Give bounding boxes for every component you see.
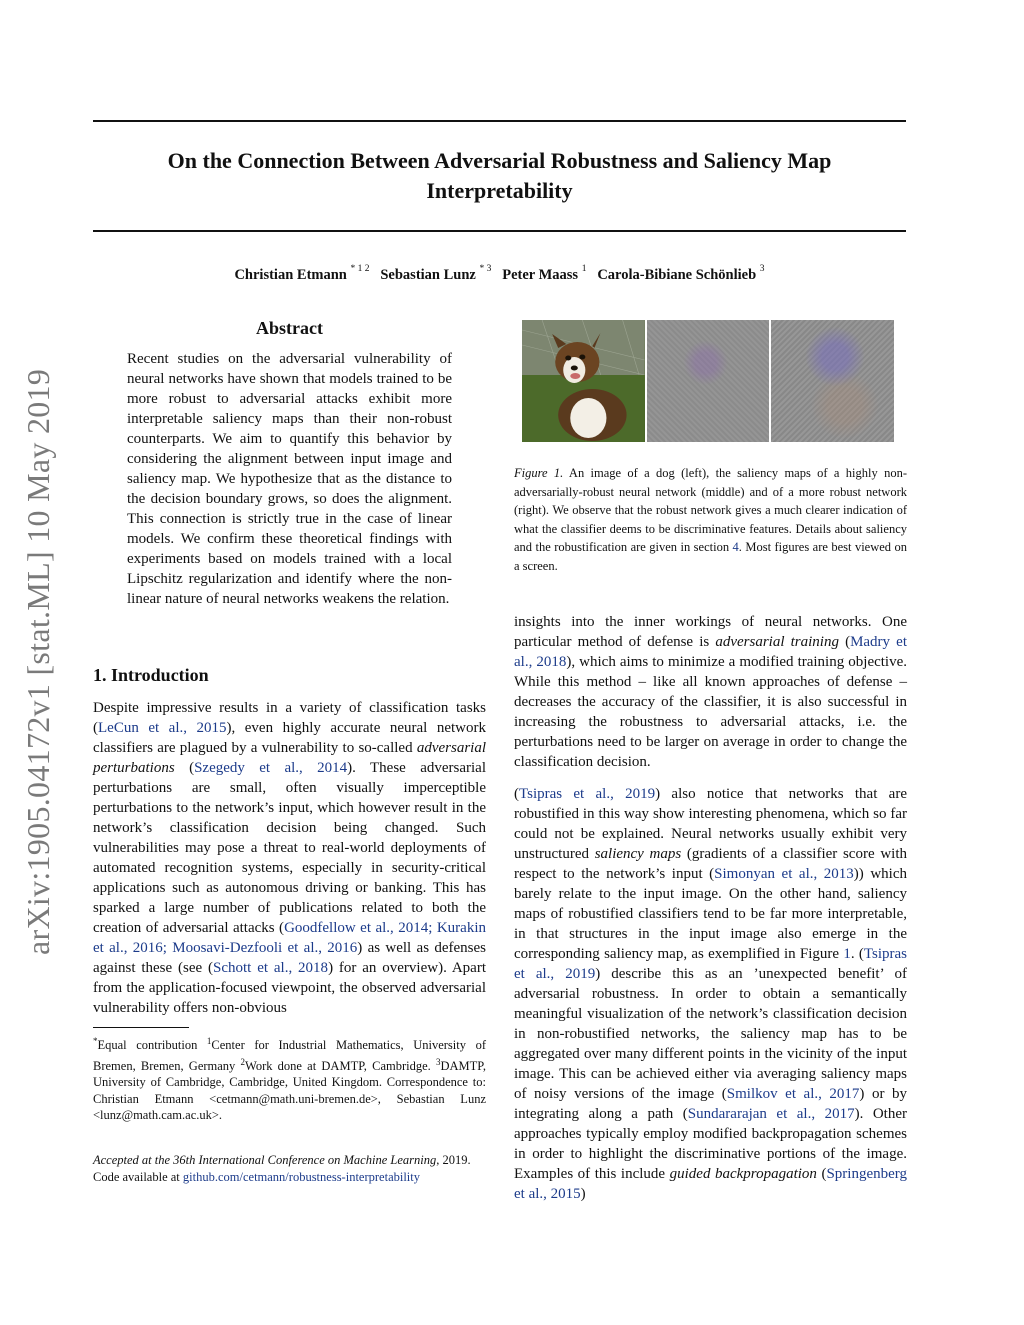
figure-ref-link[interactable]: 1: [843, 946, 851, 962]
abstract-text: Recent studies on the adversarial vulnerability of neural networks have shown that models trained to be more robust to adversarial attacks exhibit more interpretable saliency maps than their non-robust counterparts. We aim to quantify this behavior by considering the alignment between input image and saliency map. We hypothesize that as the distance to the decision boundary grows, so does the alignment. This connection is strictly true in the case of linear models. We confirm these theoretical findings with experiments based on models trained with a local Lipschitz regularization and identify where the non-linear nature of neural networks weakens the relation.: [127, 351, 452, 607]
introduction-paragraph: Despite impressive results in a variety of classification tasks (LeCun et al., 2015), even highly accurate neural network classifiers are plagued by a vulnerability to so-called adversarial perturbations (Szegedy et al., 2014). These adversarial perturbations are small, often visually imperceptible perturbations to the network’s input, which however result in the network’s classification decision being changed. Such vulnerabilities may pose a threat to real-world deployments of automated recognition systems, especially in security-critical applications such as autonomous driving or banking. This has sparked a large number of publications related to both the creation of adversarial attacks (Goodfellow et al., 2014; Kurakin et al., 2016; Moosavi-Dezfooli et al., 2016) as well as defenses against these (see (Schott et al., 2018) for an overview). Apart from the application-focused viewpoint, the observed adversarial vulnerability offers non-obvious: [93, 700, 487, 1016]
affiliation-footnote: *Equal contribution $^1$Center for Industrial Mathematics, University of Bremen, Bremen, Germany $^2$Work done at DAMTP, Cambridge. $^3$DAMTP, University of Cambridge, Cambridge, United Kingdom. Correspondence to: Christian Etmann <cetmann@math.uni-bremen.de>, Sebastian Lunz <lunz@math.cam.ac.uk>.: [93, 1036, 486, 1123]
author-name: Sebastian Lunz: [380, 266, 476, 283]
citation-link[interactable]: Goodfellow et al., 2014; Kurakin et al., 2016; Moosavi-Dezfooli et al., 2016: [93, 920, 487, 956]
author-list: [93, 266, 906, 284]
citation-link[interactable]: Madry et al., 2018: [514, 634, 907, 670]
citation-link[interactable]: Tsipras et al., 2019: [514, 946, 907, 982]
footnote-rule: [93, 1027, 189, 1028]
right-column-text: [514, 612, 907, 1204]
dog-photo: [522, 320, 645, 442]
paragraph: insights into the inner workings of neural networks. One particular method of defense is adversarial training (Madry et al., 2018), which aims to minimize a modified training objective. While this method – like all known approaches of defense – decreases the accuracy of the classifier, it is also successful in increasing the robustness to adversarial attacks, i.e. the perturbations need to be larger on average in order to change the classification decision.: [514, 614, 907, 770]
figure-caption: Figure 1. An image of a dog (left), the saliency maps of a highly non-adversarially-robust neural network (middle) and of a more robust network (right). We observe that the robust network gives a much clearer indication of what the classifier deems to be discriminative features. Details about saliency and the robustification are given in section 4. Most figures are best viewed on a screen.: [514, 466, 907, 573]
section-heading-introduction: 1. Introduction: [93, 665, 209, 685]
dog-illustration: [522, 320, 645, 442]
citation-link[interactable]: LeCun et al., 2015: [98, 720, 227, 736]
author-affiliation-marks: * 1 2: [350, 264, 370, 274]
accepted-note: Accepted at the 36th International Conference on Machine Learning, 2019. Code available at github.com/cetmann/robustness-interpretability: [93, 1153, 471, 1184]
title-rule-top: [93, 120, 906, 122]
code-link[interactable]: github.com/cetmann/robustness-interpretability: [182, 1169, 421, 1184]
saliency-map-robust: [771, 320, 894, 442]
section-ref-link[interactable]: 4: [732, 540, 739, 554]
author-affiliation-marks: 3: [759, 264, 765, 274]
citation-link[interactable]: Tsipras et al., 2019: [519, 786, 656, 802]
citation-link[interactable]: Szegedy et al., 2014: [194, 760, 348, 776]
author-name: Peter Maass: [502, 266, 579, 283]
figure-1: [522, 320, 894, 442]
citation-link[interactable]: Simonyan et al., 2013: [714, 866, 854, 882]
author-name: Carola-Bibiane Schönlieb: [597, 266, 757, 283]
citation-link[interactable]: Springenberg et al., 2015: [514, 1166, 908, 1202]
title-rule-bottom: [93, 230, 906, 232]
paragraph: (Tsipras et al., 2019) also notice that networks that are robustified in this way show interesting phenomena, which so far could not be explained. Neural networks usually exhibit very unstructured saliency maps (gradients of a classifier score with respect to the network’s input (Simonyan et al., 2013)) which barely relate to the input image. On the other hand, saliency maps of robustified classifiers tend to be far more interpretable, in that structures in the input image also emerge in the corresponding saliency map, as exemplified in Figure 1. (Tsipras et al., 2019) describe this as an ’unexpected benefit’ of adversarial robustness. In order to obtain a semantically meaningful visualization of the network’s classification decision in non-robustified networks, the saliency map has to be aggregated over many different points in the vicinity of the input image. This can be achieved either via averaging saliency maps of noisy versions of the image (Smilkov et al., 2017) or by integrating along a path (Sundararajan et al., 2017). Other approaches typically employ modified backpropagation schemes in order to highlight the discriminative portions of the image. Examples of this include guided backpropagation (Springenberg et al., 2015): [514, 786, 908, 1202]
arxiv-stamp: arXiv:1905.04172v1 [stat.ML] 10 May 2019: [20, 368, 56, 955]
abstract-heading: Abstract: [256, 318, 323, 338]
author-affiliation-marks: 1: [581, 264, 587, 274]
citation-link[interactable]: Smilkov et al., 2017: [726, 1086, 860, 1102]
author-name: Christian Etmann: [234, 266, 347, 283]
citation-link[interactable]: Schott et al., 2018: [213, 960, 329, 976]
author-affiliation-marks: * 3: [479, 264, 492, 274]
paper-title: On the Connection Between Adversarial Robustness and Saliency Map Interpretability: [167, 148, 832, 203]
saliency-map-non-robust: [647, 320, 770, 442]
citation-link[interactable]: Sundararajan et al., 2017: [687, 1106, 855, 1122]
